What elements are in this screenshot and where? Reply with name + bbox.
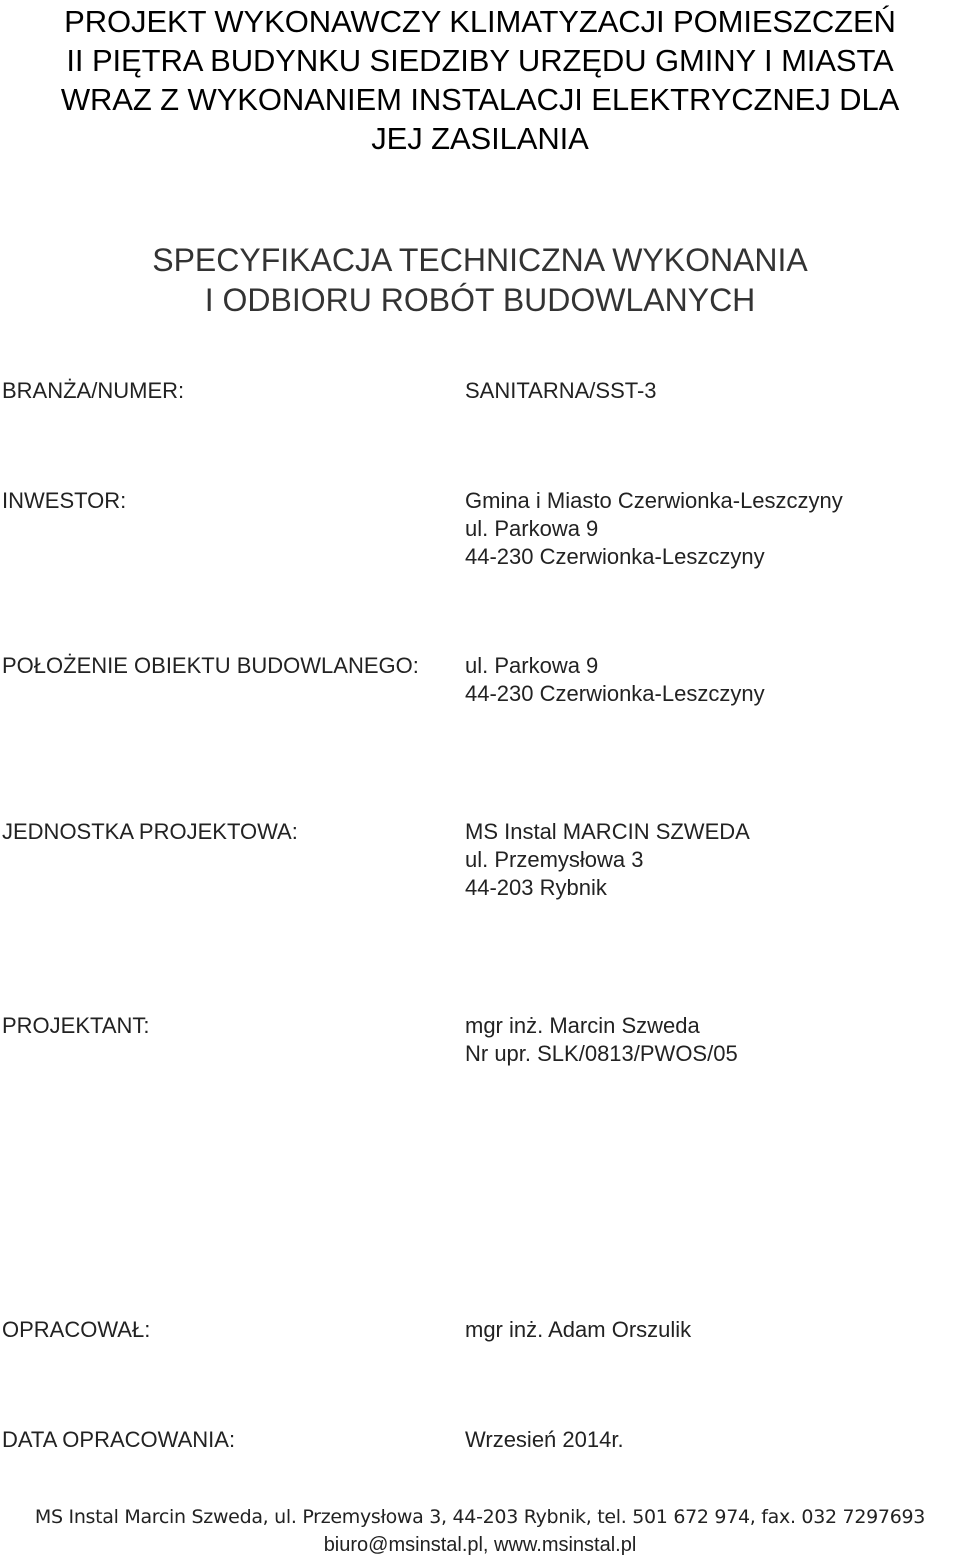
jednostka-value xyxy=(465,818,750,902)
footer-firm-line: MS Instal Marcin Szweda, ul. Przemysłowa 3, 44-203 Rybnik, tel. 501 672 974, fax. 032 7297693 xyxy=(34,1506,926,1528)
polozenie-line: 44-230 Czerwionka-Leszczyny xyxy=(465,681,765,706)
project-title-line: PROJEKT WYKONAWCZY KLIMATYZACJI POMIESZCZEŃ xyxy=(64,4,896,39)
footer-contact-line: biuro@msinstal.pl, www.msinstal.pl xyxy=(323,1534,637,1556)
inwestor-line: 44-230 Czerwionka-Leszczyny xyxy=(465,544,765,569)
project-title-line: WRAZ Z WYKONANIEM INSTALACJI ELEKTRYCZNEJ DLA xyxy=(60,82,900,117)
jednostka-label: JEDNOSTKA PROJEKTOWA: xyxy=(2,819,298,844)
polozenie-label: POŁOŻENIE OBIEKTU BUDOWLANEGO: xyxy=(2,653,419,678)
spec-title xyxy=(0,240,960,320)
project-title xyxy=(0,2,960,158)
page-footer xyxy=(0,1503,960,1559)
data-opracowania-value: Wrzesień 2014r. xyxy=(465,1427,624,1452)
inwestor-line: ul. Parkowa 9 xyxy=(465,516,599,541)
jednostka-line: MS Instal MARCIN SZWEDA xyxy=(465,819,750,844)
projektant-line: mgr inż. Marcin Szweda xyxy=(465,1013,700,1038)
inwestor-label: INWESTOR: xyxy=(2,488,127,513)
data-opracowania-label: DATA OPRACOWANIA: xyxy=(2,1427,236,1452)
inwestor-line: Gmina i Miasto Czerwionka-Leszczyny xyxy=(465,488,843,513)
projektant-line: Nr upr. SLK/0813/PWOS/05 xyxy=(465,1041,738,1066)
inwestor-value xyxy=(465,487,843,571)
jednostka-line: 44-203 Rybnik xyxy=(465,875,607,900)
spec-title-line: I ODBIORU ROBÓT BUDOWLANYCH xyxy=(204,282,756,318)
projektant-label: PROJEKTANT: xyxy=(2,1013,150,1038)
polozenie-line: ul. Parkowa 9 xyxy=(465,653,599,678)
project-title-line: JEJ ZASILANIA xyxy=(371,121,589,156)
projektant-value xyxy=(465,1012,738,1068)
polozenie-value xyxy=(465,652,765,708)
opracowal-label: OPRACOWAŁ: xyxy=(2,1317,151,1342)
opracowal-value: mgr inż. Adam Orszulik xyxy=(465,1317,692,1342)
jednostka-line: ul. Przemysłowa 3 xyxy=(465,847,644,872)
branza-value: SANITARNA/SST-3 xyxy=(465,378,657,403)
project-title-line: II PIĘTRA BUDYNKU SIEDZIBY URZĘDU GMINY I MIASTA xyxy=(66,43,894,78)
branza-label: BRANŻA/NUMER: xyxy=(2,378,185,403)
spec-title-line: SPECYFIKACJA TECHNICZNA WYKONANIA xyxy=(152,242,808,278)
